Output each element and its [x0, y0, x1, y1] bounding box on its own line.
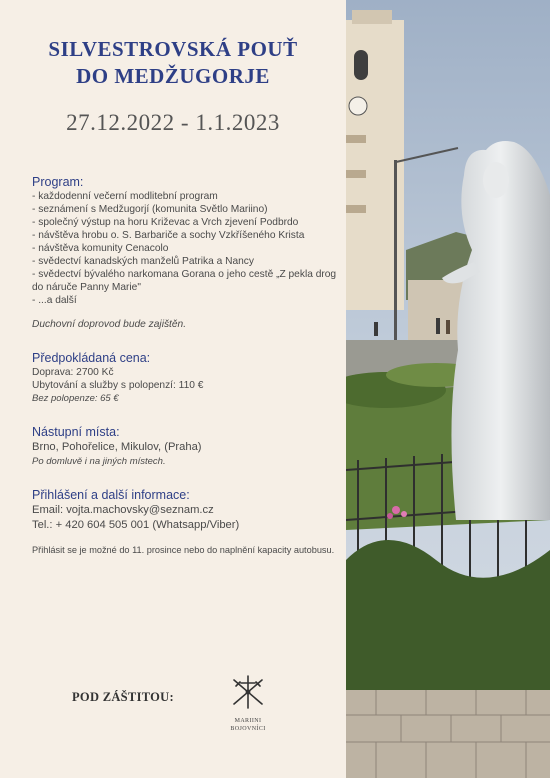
cross-swords-icon — [228, 672, 268, 712]
boarding-heading: Nástupní místa: — [32, 425, 120, 439]
logo-mariini-bojovnici — [222, 672, 274, 732]
program-heading: Program: — [32, 175, 84, 189]
boarding-note: Po domluvě i na jiných místech. — [32, 456, 166, 467]
contact-phone[interactable]: Tel.: + 420 604 505 001 (Whatsapp/Viber) — [32, 519, 240, 531]
boarding-places: Brno, Pohořelice, Mikulov, (Praha) — [32, 441, 202, 453]
program-item: - svědectví bývalého narkomana Gorana o jeho cestě „Z pekla drog do náruče Panny Marie" — [32, 269, 337, 293]
price-heading: Předpokládaná cena: — [32, 351, 151, 365]
price-accommodation: Ubytování a služby s polopenzí: 110 € — [32, 380, 204, 391]
program-item: - každodenní večerní modlitební program — [32, 191, 218, 202]
info-section — [32, 175, 338, 557]
registration-deadline: Přihlásit se je možné do 11. prosince nebo do naplnění kapacity autobusu. — [32, 545, 335, 555]
page-title — [0, 36, 346, 90]
price-without-board: Bez polopenze: 65 € — [32, 393, 119, 404]
patronage-label: POD ZÁŠTITOU: — [72, 690, 174, 704]
program-item: - návštěva hrobu o. S. Barbariče a sochy Vzkříšeného Krista — [32, 230, 305, 241]
registration-heading: Přihlášení a další informace: — [32, 488, 190, 502]
program-list — [32, 190, 338, 307]
program-item: - seznámení s Medžugorjí (komunita Světlo Mariino) — [32, 204, 268, 215]
event-dates: 27.12.2022 - 1.1.2023 — [66, 110, 280, 135]
title-line-2: DO MEDŽUGORJE — [76, 64, 270, 88]
program-item: - návštěva komunity Cenacolo — [32, 243, 169, 254]
medjugorje-photo — [346, 0, 550, 778]
spiritual-guidance-note: Duchovní doprovod bude zajištěn. — [32, 319, 187, 330]
logo-text-line-2: BOJOVNÍCI — [230, 726, 266, 732]
price-transport: Doprava: 2700 Kč — [32, 367, 114, 378]
program-item: - ...a další — [32, 295, 77, 306]
program-item: - svědectví kanadských manželů Patrika a Nancy — [32, 256, 254, 267]
logo-text-line-1: MARIINI — [234, 718, 262, 724]
title-line-1: SILVESTROVSKÁ POUŤ — [48, 37, 298, 61]
contact-email[interactable]: Email: vojta.machovsky@seznam.cz — [32, 504, 214, 516]
program-item: - společný výstup na horu Križevac a Vrch zjevení Podbrdo — [32, 217, 299, 228]
